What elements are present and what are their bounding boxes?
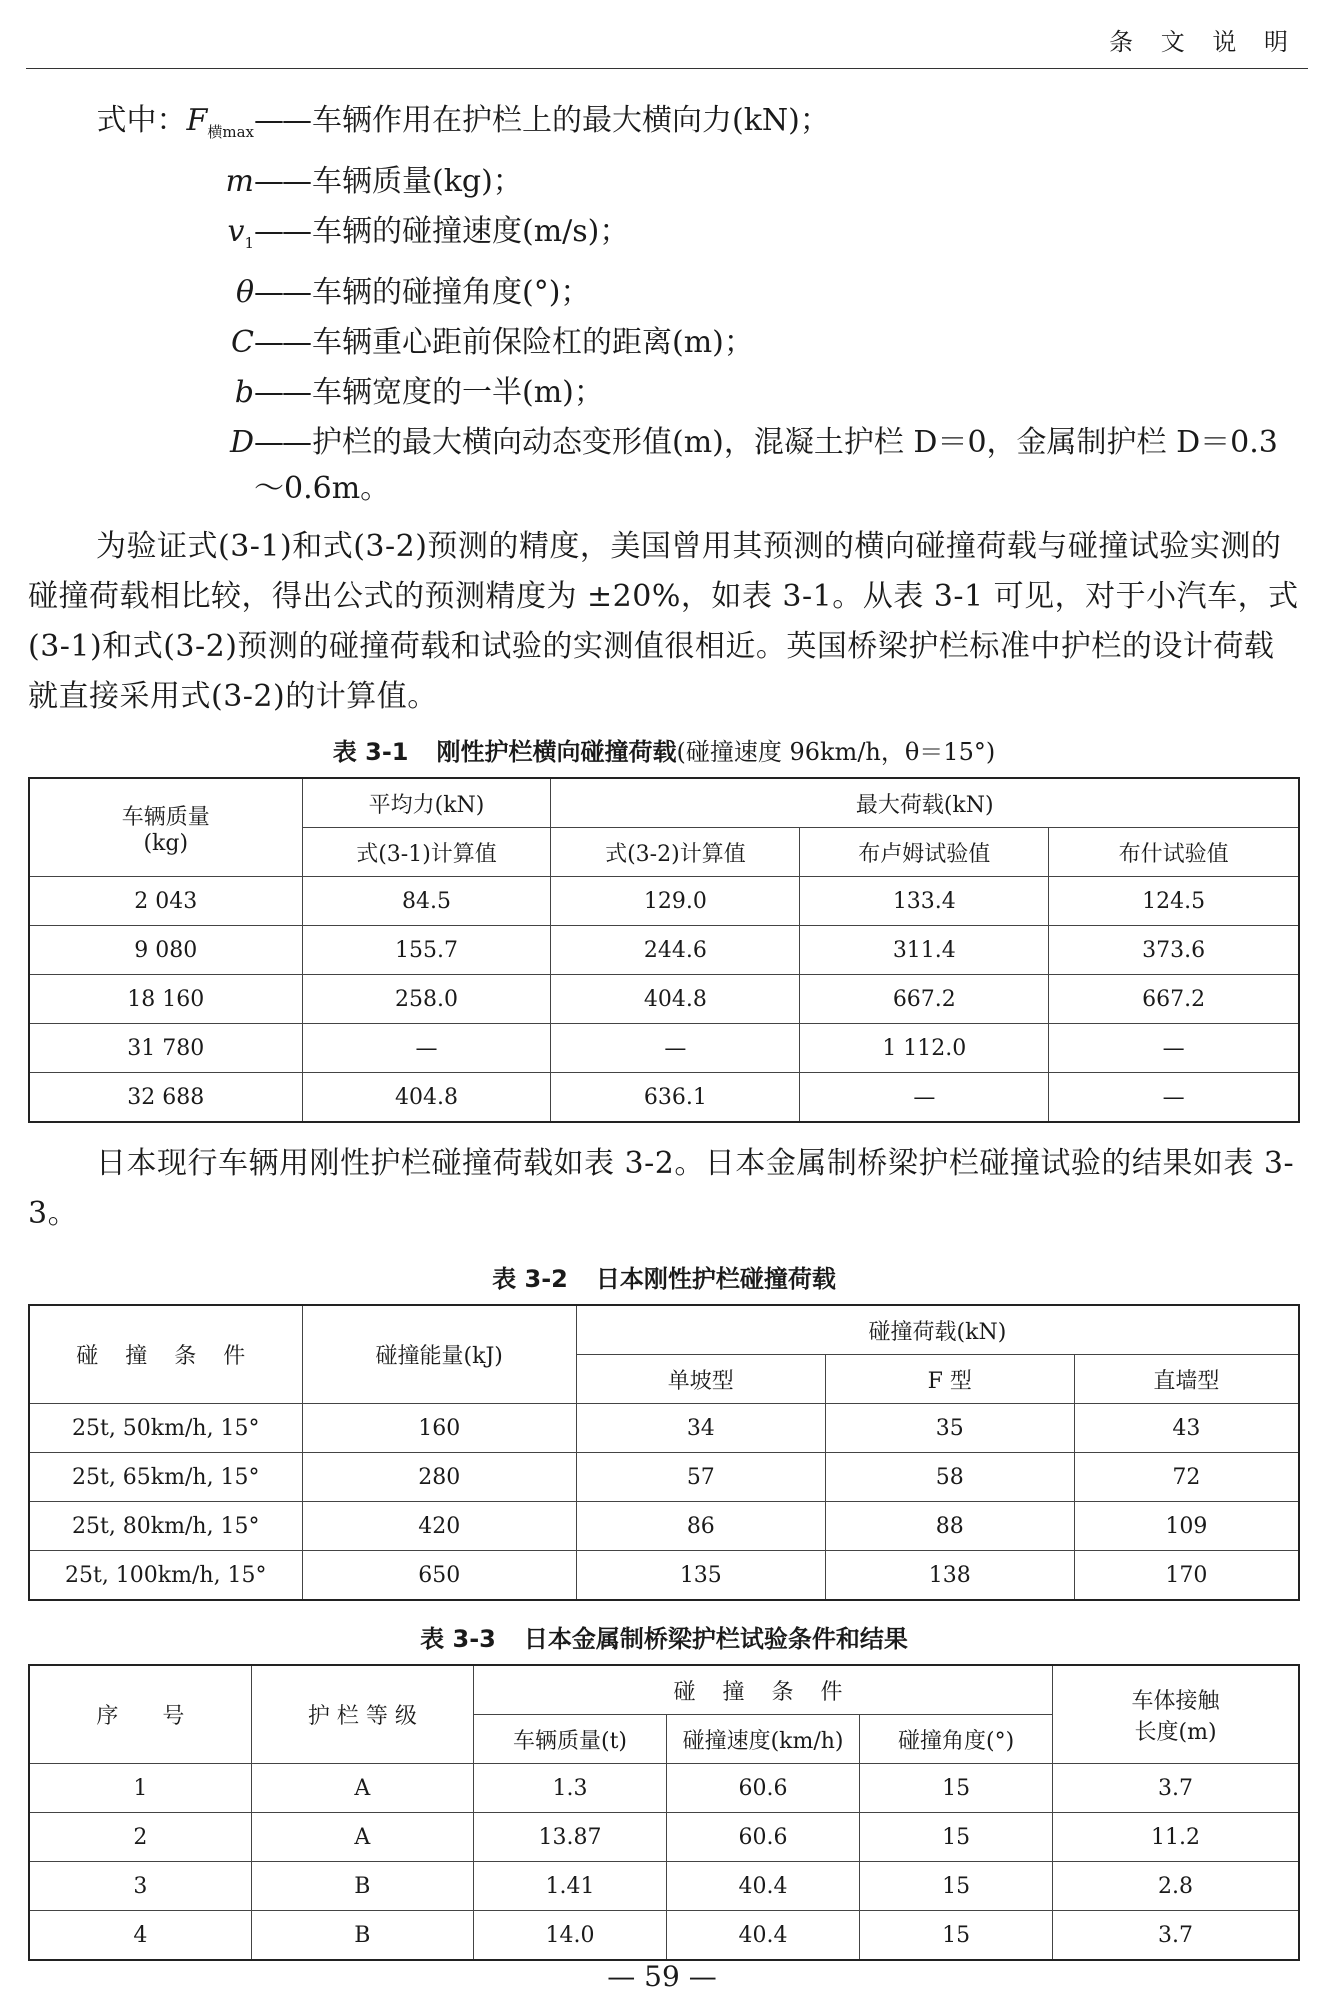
table2-number: 表 3-2 — [492, 1265, 568, 1293]
definition-line: 式中：$F_{横max}$ —— 车辆作用在护栏上的最大横向力(kN)； — [96, 103, 830, 141]
table1-header-col: 布什试验值 — [1049, 828, 1299, 877]
table3-header-col: 车辆质量(t) — [474, 1715, 667, 1764]
table2-title: 日本刚性护栏碰撞荷载 — [595, 1265, 836, 1293]
table2-header-load: 碰撞荷载(kN) — [576, 1305, 1299, 1355]
table1-header-max: 最大荷载(kN) — [551, 778, 1299, 828]
table2-header-cond: 碰 撞 条 件 — [29, 1305, 302, 1404]
table-row: 25t, 100km/h, 15° 650 135 138 170 — [29, 1551, 1299, 1601]
table3-header-contact: 车体接触 长度(m) — [1053, 1665, 1299, 1764]
table-row: 9 080 155.7 244.6 311.4 373.6 — [29, 926, 1299, 975]
paragraph-1: 为验证式(3-1)和式(3-2)预测的精度，美国曾用其预测的横向碰撞荷载与碰撞试验实测的碰撞荷载相比较，得出公式的预测精度为 ±20%，如表 3-1。从表 3-1 可见，对于小汽车，式(3-1)和式(3-2)预测的碰撞荷载和试验的实测值很相近。英国桥梁护栏标准中护栏的设计荷载就直接采用式(3-2)的计算值。 — [28, 529, 1299, 714]
table3-header-no: 序 号 — [29, 1665, 251, 1764]
table-row: 25t, 65km/h, 15° 280 57 58 72 — [29, 1453, 1299, 1502]
table1-header-col: 式(3-1)计算值 — [302, 828, 551, 877]
paragraph-2: 日本现行车辆用刚性护栏碰撞荷载如表 3-2。日本金属制桥梁护栏碰撞试验的结果如表 3-3。 — [28, 1146, 1295, 1231]
table3-header-grade: 护 栏 等 级 — [251, 1665, 473, 1764]
page-number: — 59 — — [607, 1960, 717, 1993]
table1 — [28, 777, 1300, 1123]
table1-header-col: 布卢姆试验值 — [800, 828, 1049, 877]
table1-header-col: 式(3-2)计算值 — [551, 828, 800, 877]
definition-line: θ —— 车辆的碰撞角度(°)； — [235, 275, 591, 310]
table2-caption — [28, 1259, 1300, 1294]
table-row: 2 043 84.5 129.0 133.4 124.5 — [29, 877, 1299, 926]
definition-line: D —— 护栏的最大横向动态变形值(m)，混凝土护栏 D＝0，金属制护栏 D＝0.3 — [229, 425, 1278, 460]
table-row: 31 780 — — 1 112.0 — — [29, 1024, 1299, 1073]
table-row: 32 688 404.8 636.1 — — — [29, 1073, 1299, 1123]
definition-line: b —— 车辆宽度的一半(m)； — [234, 375, 604, 410]
table1-number: 表 3-1 — [332, 738, 409, 766]
header-title: 条 文 说 明 — [1109, 28, 1298, 56]
definition-line: C —— 车辆重心距前保险杠的距离(m)； — [231, 325, 754, 360]
table1-title: 刚性护栏横向碰撞荷载 — [436, 738, 677, 766]
table3-header-cond: 碰 撞 条 件 — [474, 1665, 1053, 1715]
table2 — [28, 1304, 1300, 1601]
table3-title: 日本金属制桥梁护栏试验条件和结果 — [523, 1625, 908, 1653]
table2-header-col: 直墙型 — [1074, 1355, 1299, 1404]
definition-continuation: ～0.6m。 — [254, 471, 391, 506]
table-row: 18 160 258.0 404.8 667.2 667.2 — [29, 975, 1299, 1024]
table-row: 3 B 1.41 40.4 15 2.8 — [29, 1862, 1299, 1911]
table-row: 1 A 1.3 60.6 15 3.7 — [29, 1764, 1299, 1813]
table3-header-col: 碰撞速度(km/h) — [667, 1715, 860, 1764]
table-row: 2 A 13.87 60.6 15 11.2 — [29, 1813, 1299, 1862]
table3-header-col: 碰撞角度(°) — [860, 1715, 1053, 1764]
table3-number: 表 3-3 — [420, 1625, 496, 1653]
variable-definitions — [28, 96, 1300, 514]
table-row: 25t, 50km/h, 15° 160 34 35 43 — [29, 1404, 1299, 1453]
table3 — [28, 1664, 1300, 1961]
table2-header-col: 单坡型 — [576, 1355, 825, 1404]
table1-caption — [28, 732, 1300, 767]
table1-header-avg: 平均力(kN) — [302, 778, 551, 828]
table2-header-energy: 碰撞能量(kJ) — [302, 1305, 576, 1404]
table-row: 25t, 80km/h, 15° 420 86 88 109 — [29, 1502, 1299, 1551]
table3-caption — [28, 1619, 1300, 1654]
definition-line: m —— 车辆质量(kg)； — [225, 164, 523, 199]
table1-condition: (碰撞速度 96km/h，θ＝15°) — [676, 738, 996, 766]
page-content — [28, 96, 1300, 1961]
table-row: 4 B 14.0 40.4 15 3.7 — [29, 1911, 1299, 1961]
page-header — [26, 0, 1308, 69]
definition-line: $v_1$ —— 车辆的碰撞速度(m/s)； — [227, 214, 630, 252]
table1-header-mass: 车辆质量 (kg) — [29, 778, 302, 877]
table2-header-col: F 型 — [825, 1355, 1074, 1404]
